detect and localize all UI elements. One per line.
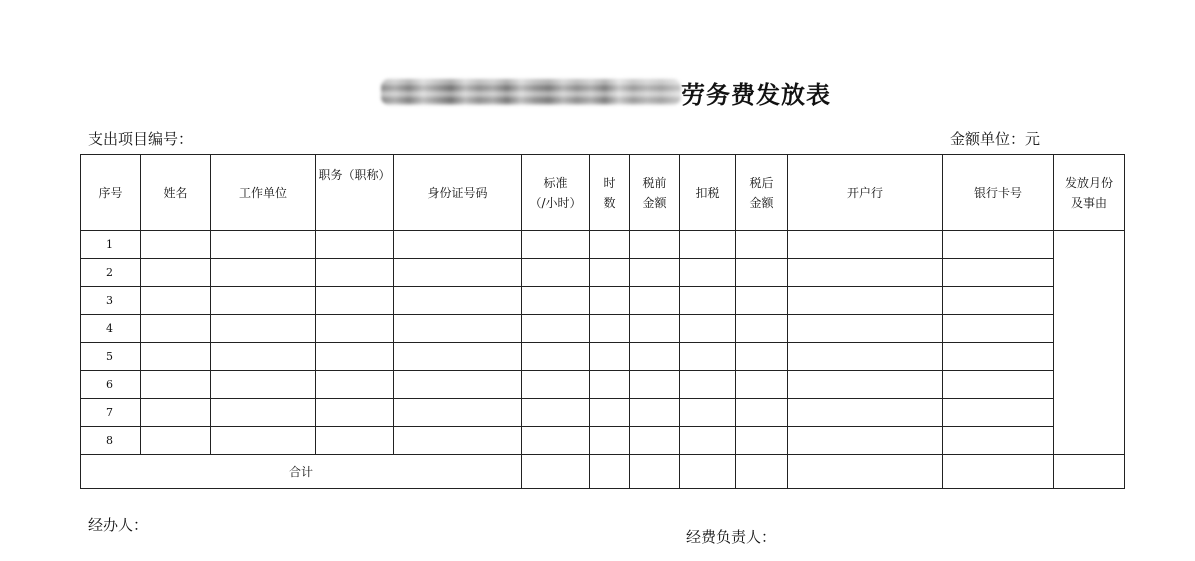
cell-name[interactable]: [141, 427, 211, 455]
cell-bank[interactable]: [788, 287, 943, 315]
cell-bank[interactable]: [788, 315, 943, 343]
cell-card[interactable]: [943, 231, 1054, 259]
cell-tax[interactable]: [680, 287, 736, 315]
cell-pretax[interactable]: [630, 259, 680, 287]
table-row: [81, 315, 1125, 343]
cell-rate[interactable]: [522, 399, 590, 427]
row-index: 1: [81, 231, 141, 259]
page-title: [381, 74, 831, 110]
cell-pretax[interactable]: [630, 231, 680, 259]
cell-bank[interactable]: [788, 343, 943, 371]
cell-aftertax[interactable]: [736, 287, 788, 315]
total-aftertax[interactable]: [736, 455, 788, 489]
cell-rate[interactable]: [522, 371, 590, 399]
cell-position[interactable]: [316, 287, 394, 315]
cell-id-number[interactable]: [394, 371, 522, 399]
col-header-rate: 标准 （/小时）: [522, 155, 590, 231]
col-header-index: 序号: [81, 155, 141, 231]
amount-unit-label: 金额单位：元: [950, 130, 1041, 148]
cell-hours[interactable]: [590, 231, 630, 259]
cell-rate[interactable]: [522, 231, 590, 259]
cell-name[interactable]: [141, 343, 211, 371]
row-index: 6: [81, 371, 141, 399]
cell-card[interactable]: [943, 399, 1054, 427]
cell-hours[interactable]: [590, 259, 630, 287]
col-header-pretax-amount: 税前 金额: [630, 155, 680, 231]
cell-month-reason-merged[interactable]: [1054, 231, 1125, 455]
col-header-bank: 开户行: [788, 155, 943, 231]
cell-work-unit[interactable]: [211, 231, 316, 259]
row-index: 4: [81, 315, 141, 343]
cell-bank[interactable]: [788, 371, 943, 399]
cell-bank[interactable]: [788, 427, 943, 455]
cell-work-unit[interactable]: [211, 371, 316, 399]
col-header-work-unit: 工作单位: [211, 155, 316, 231]
cell-card[interactable]: [943, 315, 1054, 343]
total-rate[interactable]: [522, 455, 590, 489]
cell-name[interactable]: [141, 259, 211, 287]
cell-work-unit[interactable]: [211, 259, 316, 287]
cell-aftertax[interactable]: [736, 315, 788, 343]
table-row: [81, 399, 1125, 427]
total-card[interactable]: [943, 455, 1054, 489]
cell-name[interactable]: [141, 371, 211, 399]
total-tax[interactable]: [680, 455, 736, 489]
cell-name[interactable]: [141, 231, 211, 259]
cell-bank[interactable]: [788, 231, 943, 259]
total-row: [81, 455, 1125, 489]
cell-aftertax[interactable]: [736, 343, 788, 371]
cell-id-number[interactable]: [394, 287, 522, 315]
cell-aftertax[interactable]: [736, 231, 788, 259]
cell-bank[interactable]: [788, 259, 943, 287]
row-index: 3: [81, 287, 141, 315]
handler-label: 经办人：: [88, 516, 149, 534]
col-header-tax-deduction: 扣税: [680, 155, 736, 231]
cell-rate[interactable]: [522, 343, 590, 371]
cell-id-number[interactable]: [394, 343, 522, 371]
cell-tax[interactable]: [680, 343, 736, 371]
cell-tax[interactable]: [680, 259, 736, 287]
cell-bank[interactable]: [788, 399, 943, 427]
cell-aftertax[interactable]: [736, 259, 788, 287]
cell-card[interactable]: [943, 287, 1054, 315]
cell-position[interactable]: [316, 343, 394, 371]
cell-tax[interactable]: [680, 371, 736, 399]
cell-hours[interactable]: [590, 371, 630, 399]
cell-card[interactable]: [943, 427, 1054, 455]
cell-tax[interactable]: [680, 399, 736, 427]
cell-hours[interactable]: [590, 399, 630, 427]
cell-pretax[interactable]: [630, 287, 680, 315]
cell-position[interactable]: [316, 399, 394, 427]
cell-id-number[interactable]: [394, 259, 522, 287]
table-row: [81, 259, 1125, 287]
cell-work-unit[interactable]: [211, 315, 316, 343]
cell-pretax[interactable]: [630, 315, 680, 343]
col-header-position: 职务（职称）: [316, 155, 394, 231]
cell-id-number[interactable]: [394, 315, 522, 343]
cell-name[interactable]: [141, 287, 211, 315]
cell-tax[interactable]: [680, 315, 736, 343]
cell-work-unit[interactable]: [211, 343, 316, 371]
col-header-month-reason: 发放月份 及事由: [1054, 155, 1125, 231]
col-header-hours: 时 数: [590, 155, 630, 231]
cell-pretax[interactable]: [630, 427, 680, 455]
cell-work-unit[interactable]: [211, 427, 316, 455]
cell-hours[interactable]: [590, 427, 630, 455]
cell-name[interactable]: [141, 399, 211, 427]
cell-aftertax[interactable]: [736, 427, 788, 455]
cell-card[interactable]: [943, 259, 1054, 287]
payment-table: [80, 154, 1125, 489]
cell-hours[interactable]: [590, 287, 630, 315]
cell-rate[interactable]: [522, 315, 590, 343]
cell-rate[interactable]: [522, 427, 590, 455]
cell-work-unit[interactable]: [211, 287, 316, 315]
table-header-row: [81, 155, 1125, 231]
total-bank[interactable]: [788, 455, 943, 489]
row-index: 7: [81, 399, 141, 427]
row-index: 5: [81, 343, 141, 371]
cell-id-number[interactable]: [394, 231, 522, 259]
title-text: 劳务费发放表: [681, 79, 831, 109]
cell-position[interactable]: [316, 315, 394, 343]
col-header-id-number: 身份证号码: [394, 155, 522, 231]
cell-position[interactable]: [316, 371, 394, 399]
cell-hours[interactable]: [590, 343, 630, 371]
cell-pretax[interactable]: [630, 399, 680, 427]
table-row: [81, 343, 1125, 371]
redacted-title-prefix: [381, 79, 681, 105]
responsible-label: 经费负责人：: [686, 528, 777, 546]
total-hours[interactable]: [590, 455, 630, 489]
cell-pretax[interactable]: [630, 371, 680, 399]
cell-position[interactable]: [316, 259, 394, 287]
row-index: 2: [81, 259, 141, 287]
project-number-label: 支出项目编号：: [88, 130, 194, 148]
table-row: [81, 287, 1125, 315]
cell-position[interactable]: [316, 427, 394, 455]
col-header-aftertax-amount: 税后 金额: [736, 155, 788, 231]
row-index: 8: [81, 427, 141, 455]
table-row: [81, 427, 1125, 455]
total-month-reason[interactable]: [1054, 455, 1125, 489]
total-label: 合计: [81, 455, 522, 489]
cell-id-number[interactable]: [394, 399, 522, 427]
cell-work-unit[interactable]: [211, 399, 316, 427]
cell-card[interactable]: [943, 343, 1054, 371]
cell-rate[interactable]: [522, 287, 590, 315]
col-header-name: 姓名: [141, 155, 211, 231]
cell-rate[interactable]: [522, 259, 590, 287]
cell-hours[interactable]: [590, 315, 630, 343]
cell-name[interactable]: [141, 315, 211, 343]
cell-id-number[interactable]: [394, 427, 522, 455]
table-row: [81, 371, 1125, 399]
cell-aftertax[interactable]: [736, 371, 788, 399]
cell-card[interactable]: [943, 371, 1054, 399]
cell-pretax[interactable]: [630, 343, 680, 371]
cell-aftertax[interactable]: [736, 399, 788, 427]
col-header-card-number: 银行卡号: [943, 155, 1054, 231]
cell-tax[interactable]: [680, 231, 736, 259]
total-pretax[interactable]: [630, 455, 680, 489]
cell-tax[interactable]: [680, 427, 736, 455]
table-row: [81, 231, 1125, 259]
cell-position[interactable]: [316, 231, 394, 259]
